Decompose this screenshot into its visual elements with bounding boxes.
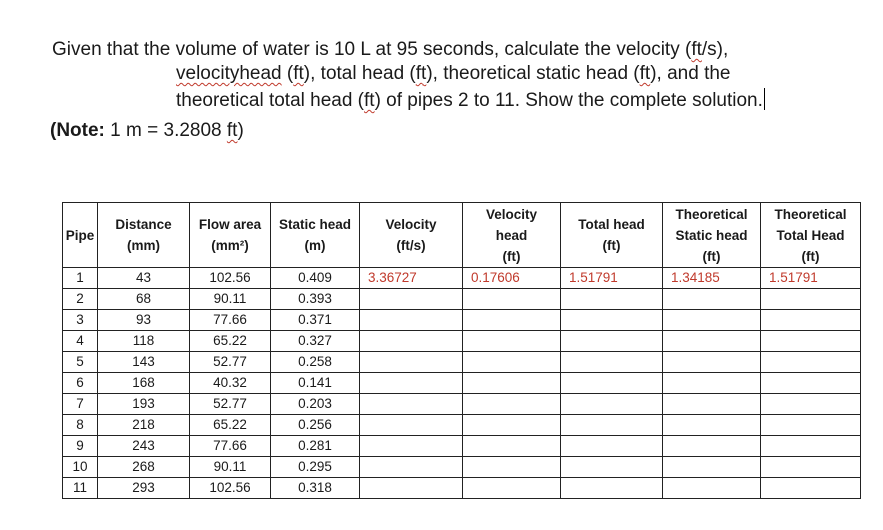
column-header-velocity	[360, 203, 463, 268]
column-header-line: Velocity	[385, 217, 437, 232]
table-cell-vhead[interactable]	[463, 352, 561, 373]
table-cell-velocity[interactable]	[360, 331, 463, 352]
table-cell-distance[interactable]: 68	[98, 289, 190, 310]
table-cell-area[interactable]: 90.11	[190, 289, 271, 310]
column-header-theoretical-total-head	[761, 203, 861, 268]
table-cell-pipe[interactable]: 7	[63, 394, 98, 415]
table-cell-ttotal[interactable]	[761, 373, 861, 394]
table-cell-tstatic[interactable]	[663, 373, 761, 394]
table-cell-vhead[interactable]	[463, 331, 561, 352]
table-cell-velocity[interactable]	[360, 415, 463, 436]
spellcheck-word: velocityhead	[176, 63, 282, 84]
table-cell-tstatic[interactable]	[663, 415, 761, 436]
table-cell-static[interactable]: 0.318	[271, 478, 360, 499]
table-cell-ttotal[interactable]: 1.51791	[761, 268, 861, 289]
column-header-line: (mm)	[127, 238, 160, 253]
column-header-distance	[98, 203, 190, 268]
table-cell-static[interactable]: 0.409	[271, 268, 360, 289]
spellcheck-word: ft	[293, 63, 304, 84]
table-cell-tstatic[interactable]	[663, 457, 761, 478]
problem-line-1: Given that the volume of water is 10 L at 95 seconds, calculate the velocity (ft/s),	[52, 39, 729, 60]
table-cell-distance[interactable]: 268	[98, 457, 190, 478]
table-cell-total[interactable]	[561, 415, 663, 436]
table-cell-pipe[interactable]: 5	[63, 352, 98, 373]
table-cell-distance[interactable]: 168	[98, 373, 190, 394]
table-cell-tstatic[interactable]	[663, 478, 761, 499]
pipe-data-table	[62, 202, 861, 499]
table-cell-tstatic[interactable]: 1.34185	[663, 268, 761, 289]
column-header-theoretical-static-head	[663, 203, 761, 268]
table-cell-distance[interactable]: 93	[98, 310, 190, 331]
table-cell-vhead[interactable]	[463, 436, 561, 457]
table-cell-area[interactable]: 90.11	[190, 457, 271, 478]
table-row	[63, 289, 861, 310]
table-cell-velocity[interactable]	[360, 478, 463, 499]
table-row	[63, 394, 861, 415]
table-cell-distance[interactable]: 43	[98, 268, 190, 289]
table-cell-pipe[interactable]: 9	[63, 436, 98, 457]
table-cell-ttotal[interactable]	[761, 310, 861, 331]
table-cell-pipe[interactable]: 3	[63, 310, 98, 331]
table-cell-velocity[interactable]	[360, 457, 463, 478]
table-cell-pipe[interactable]: 6	[63, 373, 98, 394]
table-cell-total[interactable]	[561, 352, 663, 373]
column-header-line: (mm²)	[211, 238, 249, 253]
table-cell-area[interactable]: 77.66	[190, 436, 271, 457]
column-header-velocity-head	[463, 203, 561, 268]
table-cell-tstatic[interactable]	[663, 352, 761, 373]
table-row	[63, 457, 861, 478]
spellcheck-word: ft	[639, 63, 651, 84]
column-header-line: Theoretical	[675, 206, 748, 222]
table-cell-vhead[interactable]	[463, 289, 561, 310]
table-cell-distance[interactable]: 293	[98, 478, 190, 499]
table-cell-velocity[interactable]	[360, 289, 463, 310]
table-cell-pipe[interactable]: 1	[63, 268, 98, 289]
table-row	[63, 331, 861, 352]
table-cell-velocity[interactable]	[360, 394, 463, 415]
column-header-line: Static head	[675, 227, 748, 243]
problem-line-2: velocityhead (ft), total head (ft), theoretical static head (ft), and the	[176, 63, 731, 84]
column-header-line: Total head	[578, 217, 645, 232]
column-header-line: (ft)	[801, 248, 820, 264]
table-cell-area[interactable]: 102.56	[190, 268, 271, 289]
table-cell-area[interactable]: 102.56	[190, 478, 271, 499]
table-cell-ttotal[interactable]	[761, 289, 861, 310]
table-cell-ttotal[interactable]	[761, 415, 861, 436]
table-row	[63, 373, 861, 394]
column-header-total-head	[561, 203, 663, 268]
table-cell-velocity[interactable]	[360, 373, 463, 394]
column-header-line: Distance	[115, 217, 172, 232]
table-cell-total[interactable]	[561, 394, 663, 415]
table-cell-ttotal[interactable]	[761, 394, 861, 415]
table-row	[63, 415, 861, 436]
column-header-line: Static head	[278, 217, 352, 232]
table-cell-pipe[interactable]: 11	[63, 478, 98, 499]
note-line: (Note: 1 m = 3.2808 ft)	[50, 120, 244, 141]
spellcheck-word: ft	[415, 63, 427, 84]
table-cell-vhead[interactable]	[463, 310, 561, 331]
spellcheck-word: ft	[226, 120, 238, 141]
table-row	[63, 268, 861, 289]
table-cell-static[interactable]: 0.258	[271, 352, 360, 373]
column-header-line: (ft)	[502, 248, 521, 264]
table-header-row	[63, 203, 861, 268]
column-header-line: (m)	[304, 238, 326, 253]
table-cell-total[interactable]	[561, 457, 663, 478]
table-cell-total[interactable]: 1.51791	[561, 268, 663, 289]
table-cell-total[interactable]	[561, 478, 663, 499]
table-cell-tstatic[interactable]	[663, 289, 761, 310]
table-cell-static[interactable]: 0.295	[271, 457, 360, 478]
table-cell-tstatic[interactable]	[663, 310, 761, 331]
table-cell-pipe[interactable]: 2	[63, 289, 98, 310]
table-cell-area[interactable]: 52.77	[190, 352, 271, 373]
column-header-line: head	[495, 227, 528, 243]
table-cell-distance[interactable]: 218	[98, 415, 190, 436]
table-cell-static[interactable]: 0.281	[271, 436, 360, 457]
table-cell-static[interactable]: 0.203	[271, 394, 360, 415]
column-header-line: Flow area	[198, 217, 262, 232]
table-row	[63, 478, 861, 499]
table-row	[63, 310, 861, 331]
spellcheck-word: ft	[691, 39, 702, 60]
table-cell-pipe[interactable]: 8	[63, 415, 98, 436]
table-cell-velocity[interactable]	[360, 310, 463, 331]
table-cell-tstatic[interactable]	[663, 394, 761, 415]
table-cell-total[interactable]	[561, 436, 663, 457]
table-cell-total[interactable]	[561, 331, 663, 352]
column-header-line: (ft)	[702, 248, 721, 264]
table-cell-area[interactable]: 52.77	[190, 394, 271, 415]
column-header-line: (ft/s)	[396, 238, 426, 253]
table-cell-vhead[interactable]	[463, 478, 561, 499]
column-header-pipe	[63, 203, 98, 268]
table-cell-total[interactable]	[561, 289, 663, 310]
column-header-line: (ft)	[602, 238, 621, 253]
table-cell-distance[interactable]: 143	[98, 352, 190, 373]
column-header-flow-area	[190, 203, 271, 268]
table-cell-pipe[interactable]: 4	[63, 331, 98, 352]
column-header-static-head	[271, 203, 360, 268]
table-cell-vhead[interactable]	[463, 373, 561, 394]
table-body	[63, 268, 861, 499]
table-cell-static[interactable]: 0.256	[271, 415, 360, 436]
column-header-line: Theoretical	[774, 206, 847, 222]
table-cell-distance[interactable]: 243	[98, 436, 190, 457]
table-cell-area[interactable]: 65.22	[190, 415, 271, 436]
table-cell-distance[interactable]: 118	[98, 331, 190, 352]
table-cell-velocity[interactable]	[360, 352, 463, 373]
table-row	[63, 352, 861, 373]
table-cell-total[interactable]	[561, 310, 663, 331]
table-cell-velocity[interactable]	[360, 436, 463, 457]
column-header-line: Pipe	[65, 227, 95, 243]
table-cell-vhead[interactable]	[463, 457, 561, 478]
table-cell-vhead[interactable]	[463, 394, 561, 415]
table-cell-ttotal[interactable]	[761, 478, 861, 499]
table-cell-area[interactable]: 65.22	[190, 331, 271, 352]
table-cell-vhead[interactable]	[463, 415, 561, 436]
table-cell-area[interactable]: 40.32	[190, 373, 271, 394]
table-cell-static[interactable]: 0.141	[271, 373, 360, 394]
table-cell-static[interactable]: 0.327	[271, 331, 360, 352]
table-cell-ttotal[interactable]	[761, 352, 861, 373]
table-cell-velocity[interactable]: 3.36727	[360, 268, 463, 289]
table-cell-distance[interactable]: 193	[98, 394, 190, 415]
table-cell-ttotal[interactable]	[761, 436, 861, 457]
text-cursor	[764, 88, 765, 110]
table-cell-ttotal[interactable]	[761, 331, 861, 352]
column-header-line: Total Head	[776, 227, 845, 243]
table-cell-static[interactable]: 0.371	[271, 310, 360, 331]
table-cell-area[interactable]: 77.66	[190, 310, 271, 331]
table-cell-tstatic[interactable]	[663, 436, 761, 457]
column-header-line: Velocity	[485, 206, 538, 222]
table-cell-ttotal[interactable]	[761, 457, 861, 478]
spellcheck-word: ft	[364, 90, 375, 111]
table-cell-total[interactable]	[561, 373, 663, 394]
table-row	[63, 436, 861, 457]
table-cell-tstatic[interactable]	[663, 331, 761, 352]
table-cell-vhead[interactable]: 0.17606	[463, 268, 561, 289]
table-cell-pipe[interactable]: 10	[63, 457, 98, 478]
table-cell-static[interactable]: 0.393	[271, 289, 360, 310]
problem-line-3: theoretical total head (ft) of pipes 2 to 11. Show the complete solution.	[176, 90, 763, 111]
